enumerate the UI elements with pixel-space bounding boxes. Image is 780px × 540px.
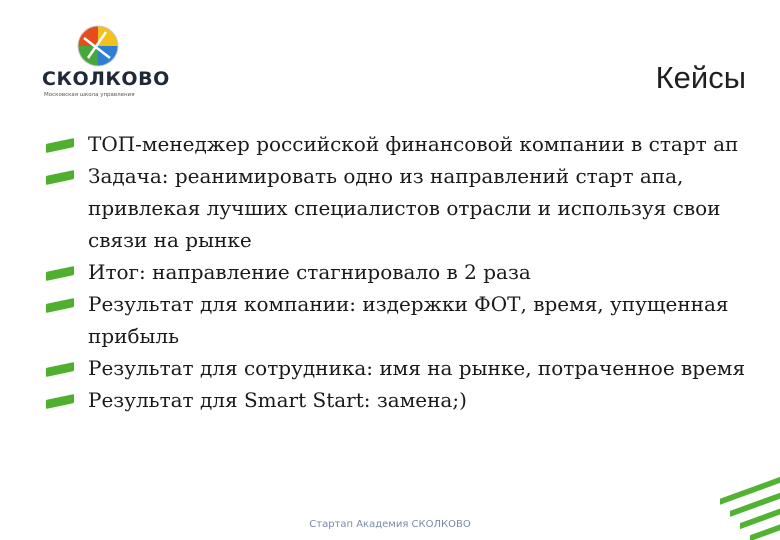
logo-tagline: Московская школа управления — [44, 92, 135, 98]
bullet-text: Итог: направление стагнировало в 2 раза — [88, 260, 531, 284]
footer-text: Стартап Академия СКОЛКОВО — [309, 519, 471, 530]
bullet-item — [42, 128, 762, 160]
logo-wordmark: СКОЛКОВО — [42, 68, 170, 90]
bullet-text: Задача: реанимировать одно из направлений старт апа, привлекая лучших специалистов отрасли и используя свои связи на рынке — [88, 164, 721, 252]
green-bullet-icon — [46, 362, 74, 377]
bullet-item — [42, 288, 762, 352]
bullet-list — [42, 128, 762, 416]
bullet-item — [42, 160, 762, 256]
slide-title: Кейсы — [655, 60, 746, 95]
bullet-text: ТОП-менеджер российской финансовой компании в старт ап — [88, 132, 739, 156]
green-bullet-icon — [46, 298, 74, 313]
bullet-text: Результат для сотрудника: имя на рынке, потраченное время — [88, 356, 746, 380]
bullet-item — [42, 384, 762, 416]
green-bullet-icon — [46, 138, 74, 153]
bullet-text: Результат для компании: издержки ФОТ, время, упущенная прибыль — [88, 292, 729, 348]
bullet-item — [42, 256, 762, 288]
skolkovo-logo — [36, 24, 170, 104]
green-bullet-icon — [46, 170, 74, 185]
bullet-text: Результат для Smart Start: замена;) — [88, 388, 467, 412]
globe-logo-icon — [76, 24, 120, 68]
green-bullet-icon — [46, 394, 74, 409]
green-bullet-icon — [46, 266, 74, 281]
bullet-item — [42, 352, 762, 384]
